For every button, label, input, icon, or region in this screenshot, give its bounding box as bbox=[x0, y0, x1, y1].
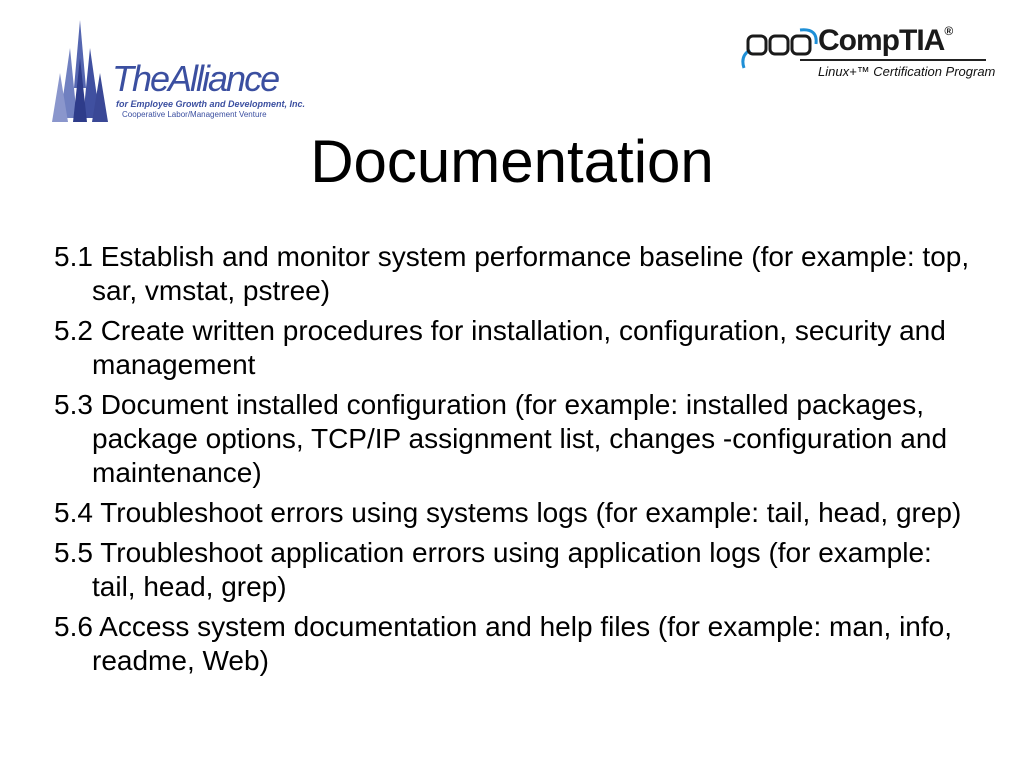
alliance-logo bbox=[50, 18, 306, 126]
alliance-building-icon bbox=[50, 18, 110, 126]
list-item: 5.1 Establish and monitor system performance baseline (for example: top, sar, vmstat, pstree) bbox=[54, 241, 970, 306]
list-item: 5.3 Document installed configuration (for example: installed packages, package options, TCP/IP assignment list, changes -configuration and maintenance) bbox=[54, 389, 948, 488]
alliance-subtitle: Cooperative Labor/Management Venture bbox=[122, 110, 267, 119]
list-item: 5.2 Create written procedures for installation, configuration, security and management bbox=[54, 315, 946, 380]
comptia-rings-icon bbox=[740, 26, 820, 72]
comptia-logo bbox=[740, 20, 996, 90]
alliance-tagline: for Employee Growth and Development, Inc. bbox=[116, 99, 306, 109]
list-item: 5.5 Troubleshoot application errors using application logs (for example: tail, head, grep) bbox=[54, 537, 932, 602]
comptia-subtitle: Linux+™ Certification Program bbox=[818, 64, 996, 79]
alliance-name: TheAlliance bbox=[112, 58, 279, 99]
registered-mark: ® bbox=[944, 24, 953, 38]
list-item: 5.6 Access system documentation and help files (for example: man, info, readme, Web) bbox=[54, 611, 953, 676]
slide-title: Documentation bbox=[310, 128, 714, 195]
comptia-divider bbox=[800, 59, 986, 61]
list-item: 5.4 Troubleshoot errors using systems logs (for example: tail, head, grep) bbox=[54, 497, 962, 528]
comptia-name: CompTIA® bbox=[818, 24, 953, 57]
objectives-list bbox=[54, 240, 974, 684]
